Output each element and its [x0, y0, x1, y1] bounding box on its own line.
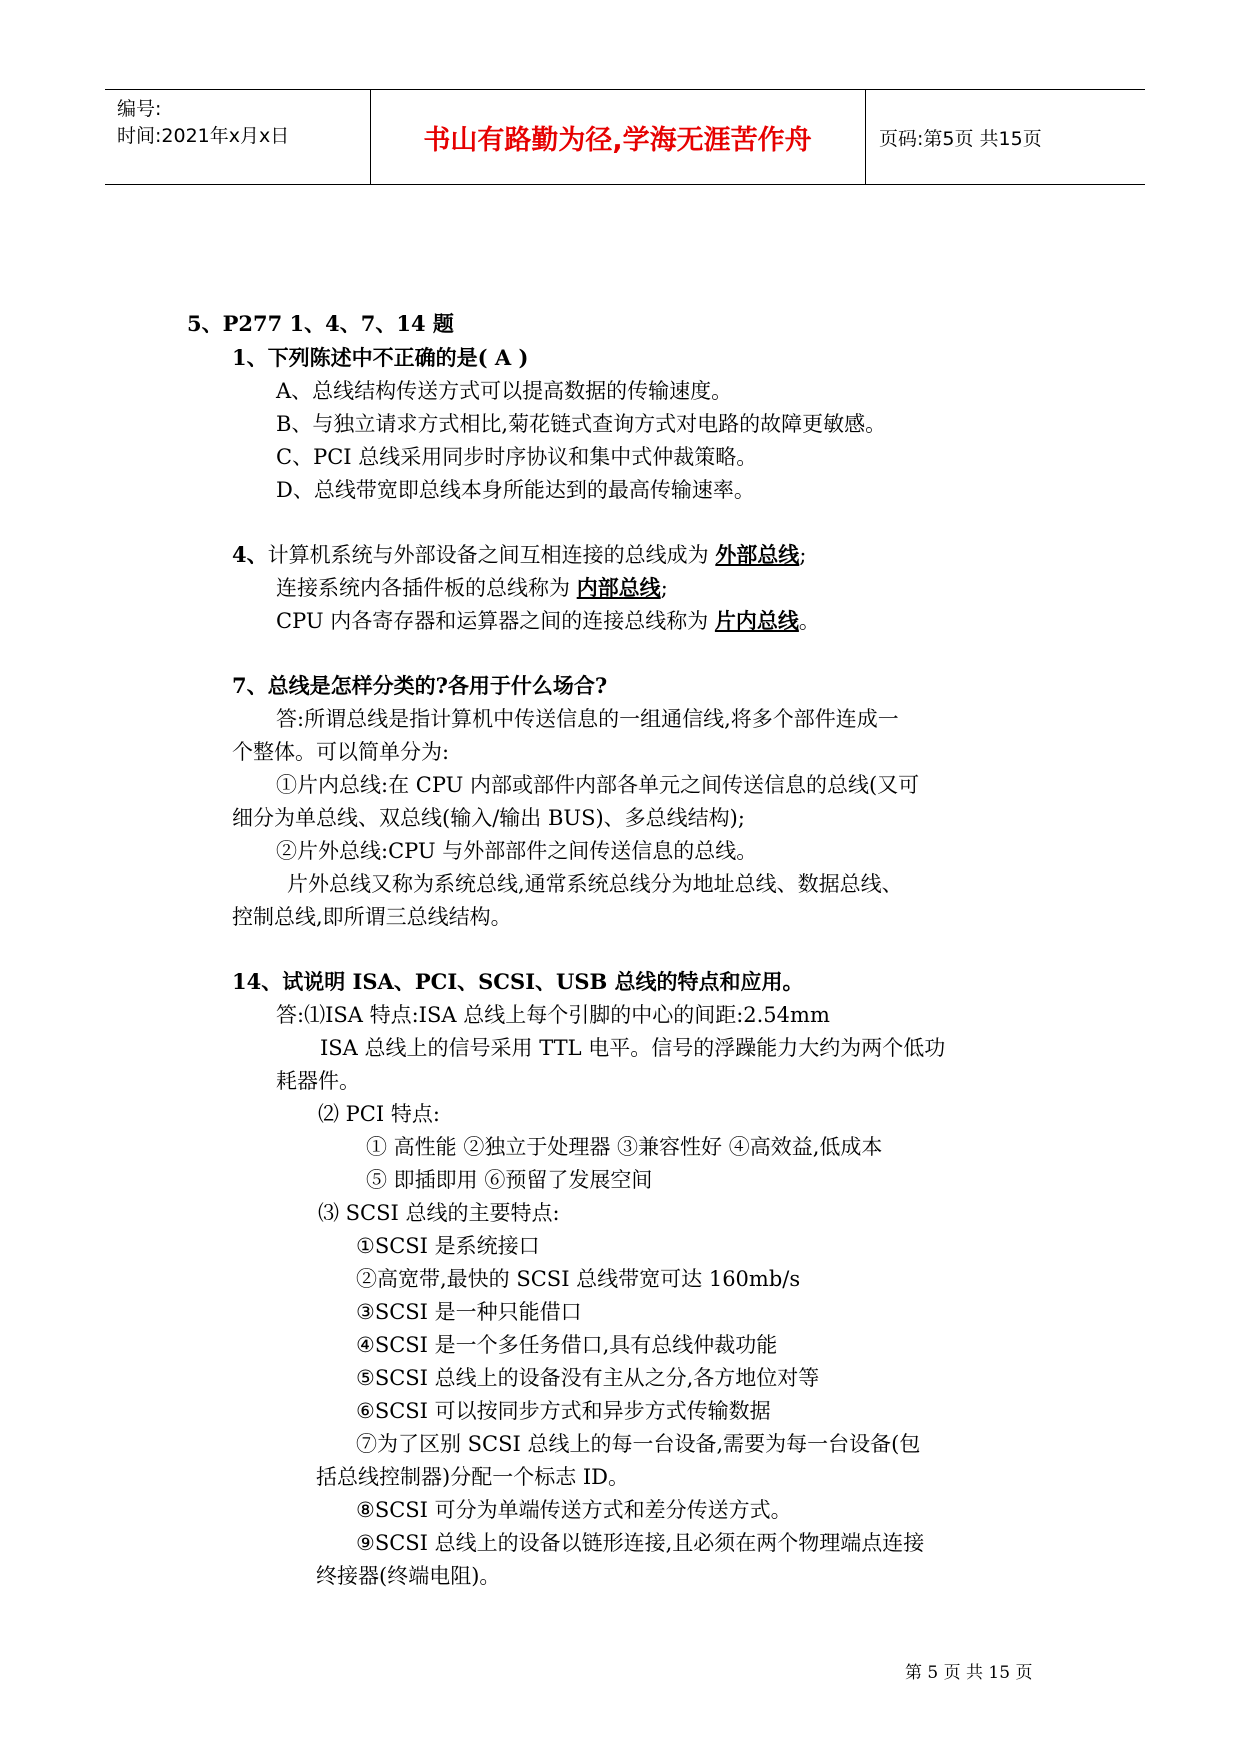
- q4-line-2-end: ;: [660, 576, 668, 600]
- q4-line-3-end: 。: [798, 609, 820, 633]
- q14-answer-line: ① 高性能 ②独立于处理器 ③兼容性好 ④高效益,低成本: [366, 1135, 883, 1159]
- q14-answer-line: ⑤ 即插即用 ⑥预留了发展空间: [366, 1168, 653, 1192]
- section-title: 5、P277 1、4、7、14 题: [187, 311, 454, 336]
- q7-answer-line: 个整体。可以简单分为:: [232, 740, 450, 764]
- q14-answer-line: ④SCSI 是一个多任务借口,具有总线仲裁功能: [356, 1333, 778, 1357]
- q1-option-b: B、与独立请求方式相比,菊花链式查询方式对电路的故障更敏感。: [276, 412, 887, 436]
- q1-option-d: D、总线带宽即总线本身所能达到的最高传输速率。: [276, 478, 755, 502]
- q4-line-1-text: 计算机系统与外部设备之间互相连接的总线成为: [267, 543, 716, 567]
- q14-answer-line: ⑤SCSI 总线上的设备没有主从之分,各方地位对等: [356, 1366, 820, 1390]
- q14-answer-line: ①SCSI 是系统接口: [356, 1234, 540, 1258]
- q4-answer-on-chip-bus: 片内总线: [714, 608, 799, 633]
- q14-answer-line: 括总线控制器)分配一个标志 ID。: [316, 1465, 629, 1489]
- header-middle-cell: [370, 90, 866, 184]
- q7-question: 7、总线是怎样分类的?各用于什么场合?: [232, 673, 608, 698]
- header-right-cell: [865, 90, 1145, 184]
- q7-answer-line: 片外总线又称为系统总线,通常系统总线分为地址总线、数据总线、: [287, 872, 903, 896]
- header-page-label: 页码:第5页 共15页: [879, 128, 1042, 150]
- q4-line-1: [232, 541, 806, 569]
- q14-answer-line: ⑨SCSI 总线上的设备以链形连接,且必须在两个物理端点连接: [356, 1531, 925, 1555]
- q14-answer-line: 耗器件。: [276, 1069, 360, 1093]
- q4-number: 4、: [232, 542, 268, 567]
- q4-answer-external-bus: 外部总线: [715, 542, 800, 567]
- q4-line-2: [276, 574, 668, 602]
- header-left-cell: [105, 90, 371, 184]
- q14-answer-line: 终接器(终端电阻)。: [316, 1564, 501, 1588]
- q14-answer-line: 答:⑴ISA 特点:ISA 总线上每个引脚的中心的间距:2.54mm: [276, 1003, 830, 1027]
- q7-answer-line: 答:所谓总线是指计算机中传送信息的一组通信线,将多个部件连成一: [276, 707, 899, 731]
- q14-answer-line: ⑶ SCSI 总线的主要特点:: [318, 1201, 560, 1225]
- q4-line-1-end: ;: [799, 543, 807, 567]
- q14-question: 14、试说明 ISA、PCI、SCSI、USB 总线的特点和应用。: [232, 969, 804, 994]
- q14-answer-line: ISA 总线上的信号采用 TTL 电平。信号的浮躁能力大约为两个低功: [320, 1036, 946, 1060]
- q7-answer-line: ①片内总线:在 CPU 内部或部件内部各单元之间传送信息的总线(又可: [276, 773, 920, 797]
- q14-answer-line: ⑥SCSI 可以按同步方式和异步方式传输数据: [356, 1399, 771, 1423]
- number-label: 编号:: [117, 98, 162, 120]
- page-header: [105, 89, 1145, 185]
- q4-line-2-text: 连接系统内各插件板的总线称为: [276, 576, 577, 600]
- q4-line-3: [276, 607, 820, 635]
- q1-question: 1、下列陈述中不正确的是( A ): [232, 345, 529, 370]
- q14-answer-line: ⑵ PCI 特点:: [318, 1102, 440, 1126]
- q4-line-3-text: CPU 内各寄存器和运算器之间的连接总线称为: [276, 609, 715, 633]
- q1-option-a: A、总线结构传送方式可以提高数据的传输速度。: [276, 379, 733, 403]
- q4-answer-internal-bus: 内部总线: [576, 575, 661, 600]
- q14-answer-line: ②高宽带,最快的 SCSI 总线带宽可达 160mb/s: [356, 1267, 801, 1291]
- q14-answer-line: ⑦为了区别 SCSI 总线上的每一台设备,需要为每一台设备(包: [356, 1432, 921, 1456]
- q7-answer-line: 细分为单总线、双总线(输入/输出 BUS)、多总线结构);: [232, 806, 745, 830]
- header-motto: 书山有路勤为径,学海无涯苦作舟: [423, 125, 812, 156]
- page-footer: 第 5 页 共 15 页: [905, 1663, 1033, 1683]
- q7-answer-line: 控制总线,即所谓三总线结构。: [232, 905, 512, 929]
- q1-option-c: C、PCI 总线采用同步时序协议和集中式仲裁策略。: [276, 445, 758, 469]
- q7-answer-line: ②片外总线:CPU 与外部部件之间传送信息的总线。: [276, 839, 758, 863]
- q14-answer-line: ③SCSI 是一种只能借口: [356, 1300, 582, 1324]
- time-label: 时间:2021年x月x日: [117, 125, 290, 147]
- q14-answer-line: ⑧SCSI 可分为单端传送方式和差分传送方式。: [356, 1498, 792, 1522]
